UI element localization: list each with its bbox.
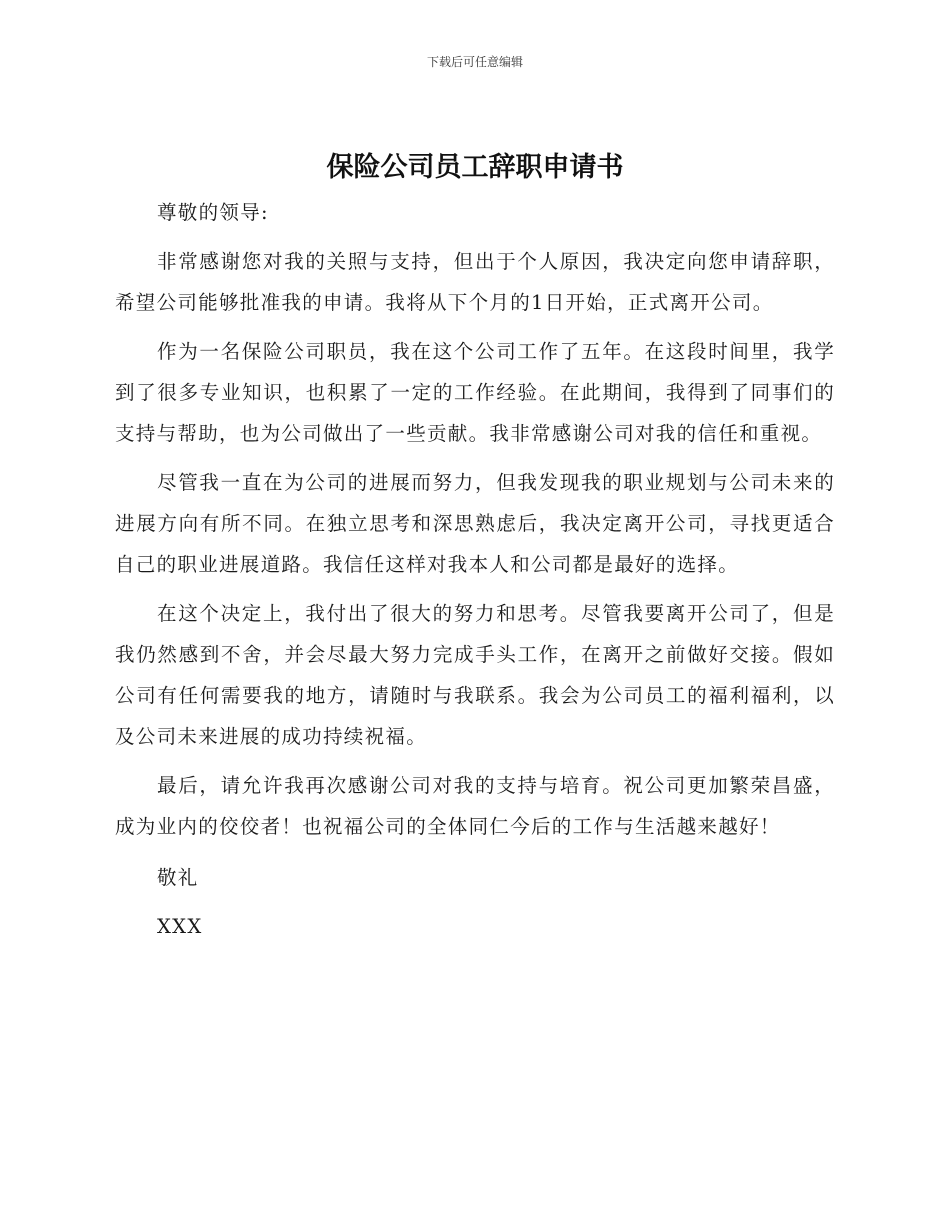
signature: XXX: [157, 915, 203, 938]
closing: 敬礼: [157, 866, 199, 889]
salutation: 尊敬的领导:: [157, 201, 269, 224]
paragraph-4: 在这个决定上，我付出了很大的努力和思考。尽管我要离开公司了，但是我仍然感到不舍，并会尽最大努力完成手头工作，在离开之前做好交接。假如公司有任何需要我的地方，请随时与我联系。我会为公司员工的福利福利，以及公司未来进展的成功持续祝福。: [115, 602, 835, 748]
header-note: 下载后可任意编辑: [426, 55, 523, 69]
paragraph-1: 非常感谢您对我的关照与支持，但出于个人原因，我决定向您申请辞职，希望公司能够批准我的申请。我将从下个月的1日开始，正式离开公司。: [115, 250, 835, 314]
paragraph-2: 作为一名保险公司职员，我在这个公司工作了五年。在这段时间里，我学到了很多专业知识，也积累了一定的工作经验。在此期间，我得到了同事们的支持与帮助，也为公司做出了一些贡献。我非常感谢公司对我的信任和重视。: [115, 340, 835, 445]
paragraph-3: 尽管我一直在为公司的进展而努力，但我发现我的职业规划与公司未来的进展方向有所不同。在独立思考和深思熟虑后，我决定离开公司，寻找更适合自己的职业进展道路。我信任这样对我本人和公司都是最好的选择。: [115, 471, 835, 576]
letter-body: [115, 192, 835, 955]
paragraph-5: 最后，请允许我再次感谢公司对我的支持与培育。祝公司更加繁荣昌盛，成为业内的佼佼者！也祝福公司的全体同仁今后的工作与生活越来越好！: [115, 774, 835, 838]
document-title: 保险公司员工辞职申请书: [326, 152, 624, 183]
